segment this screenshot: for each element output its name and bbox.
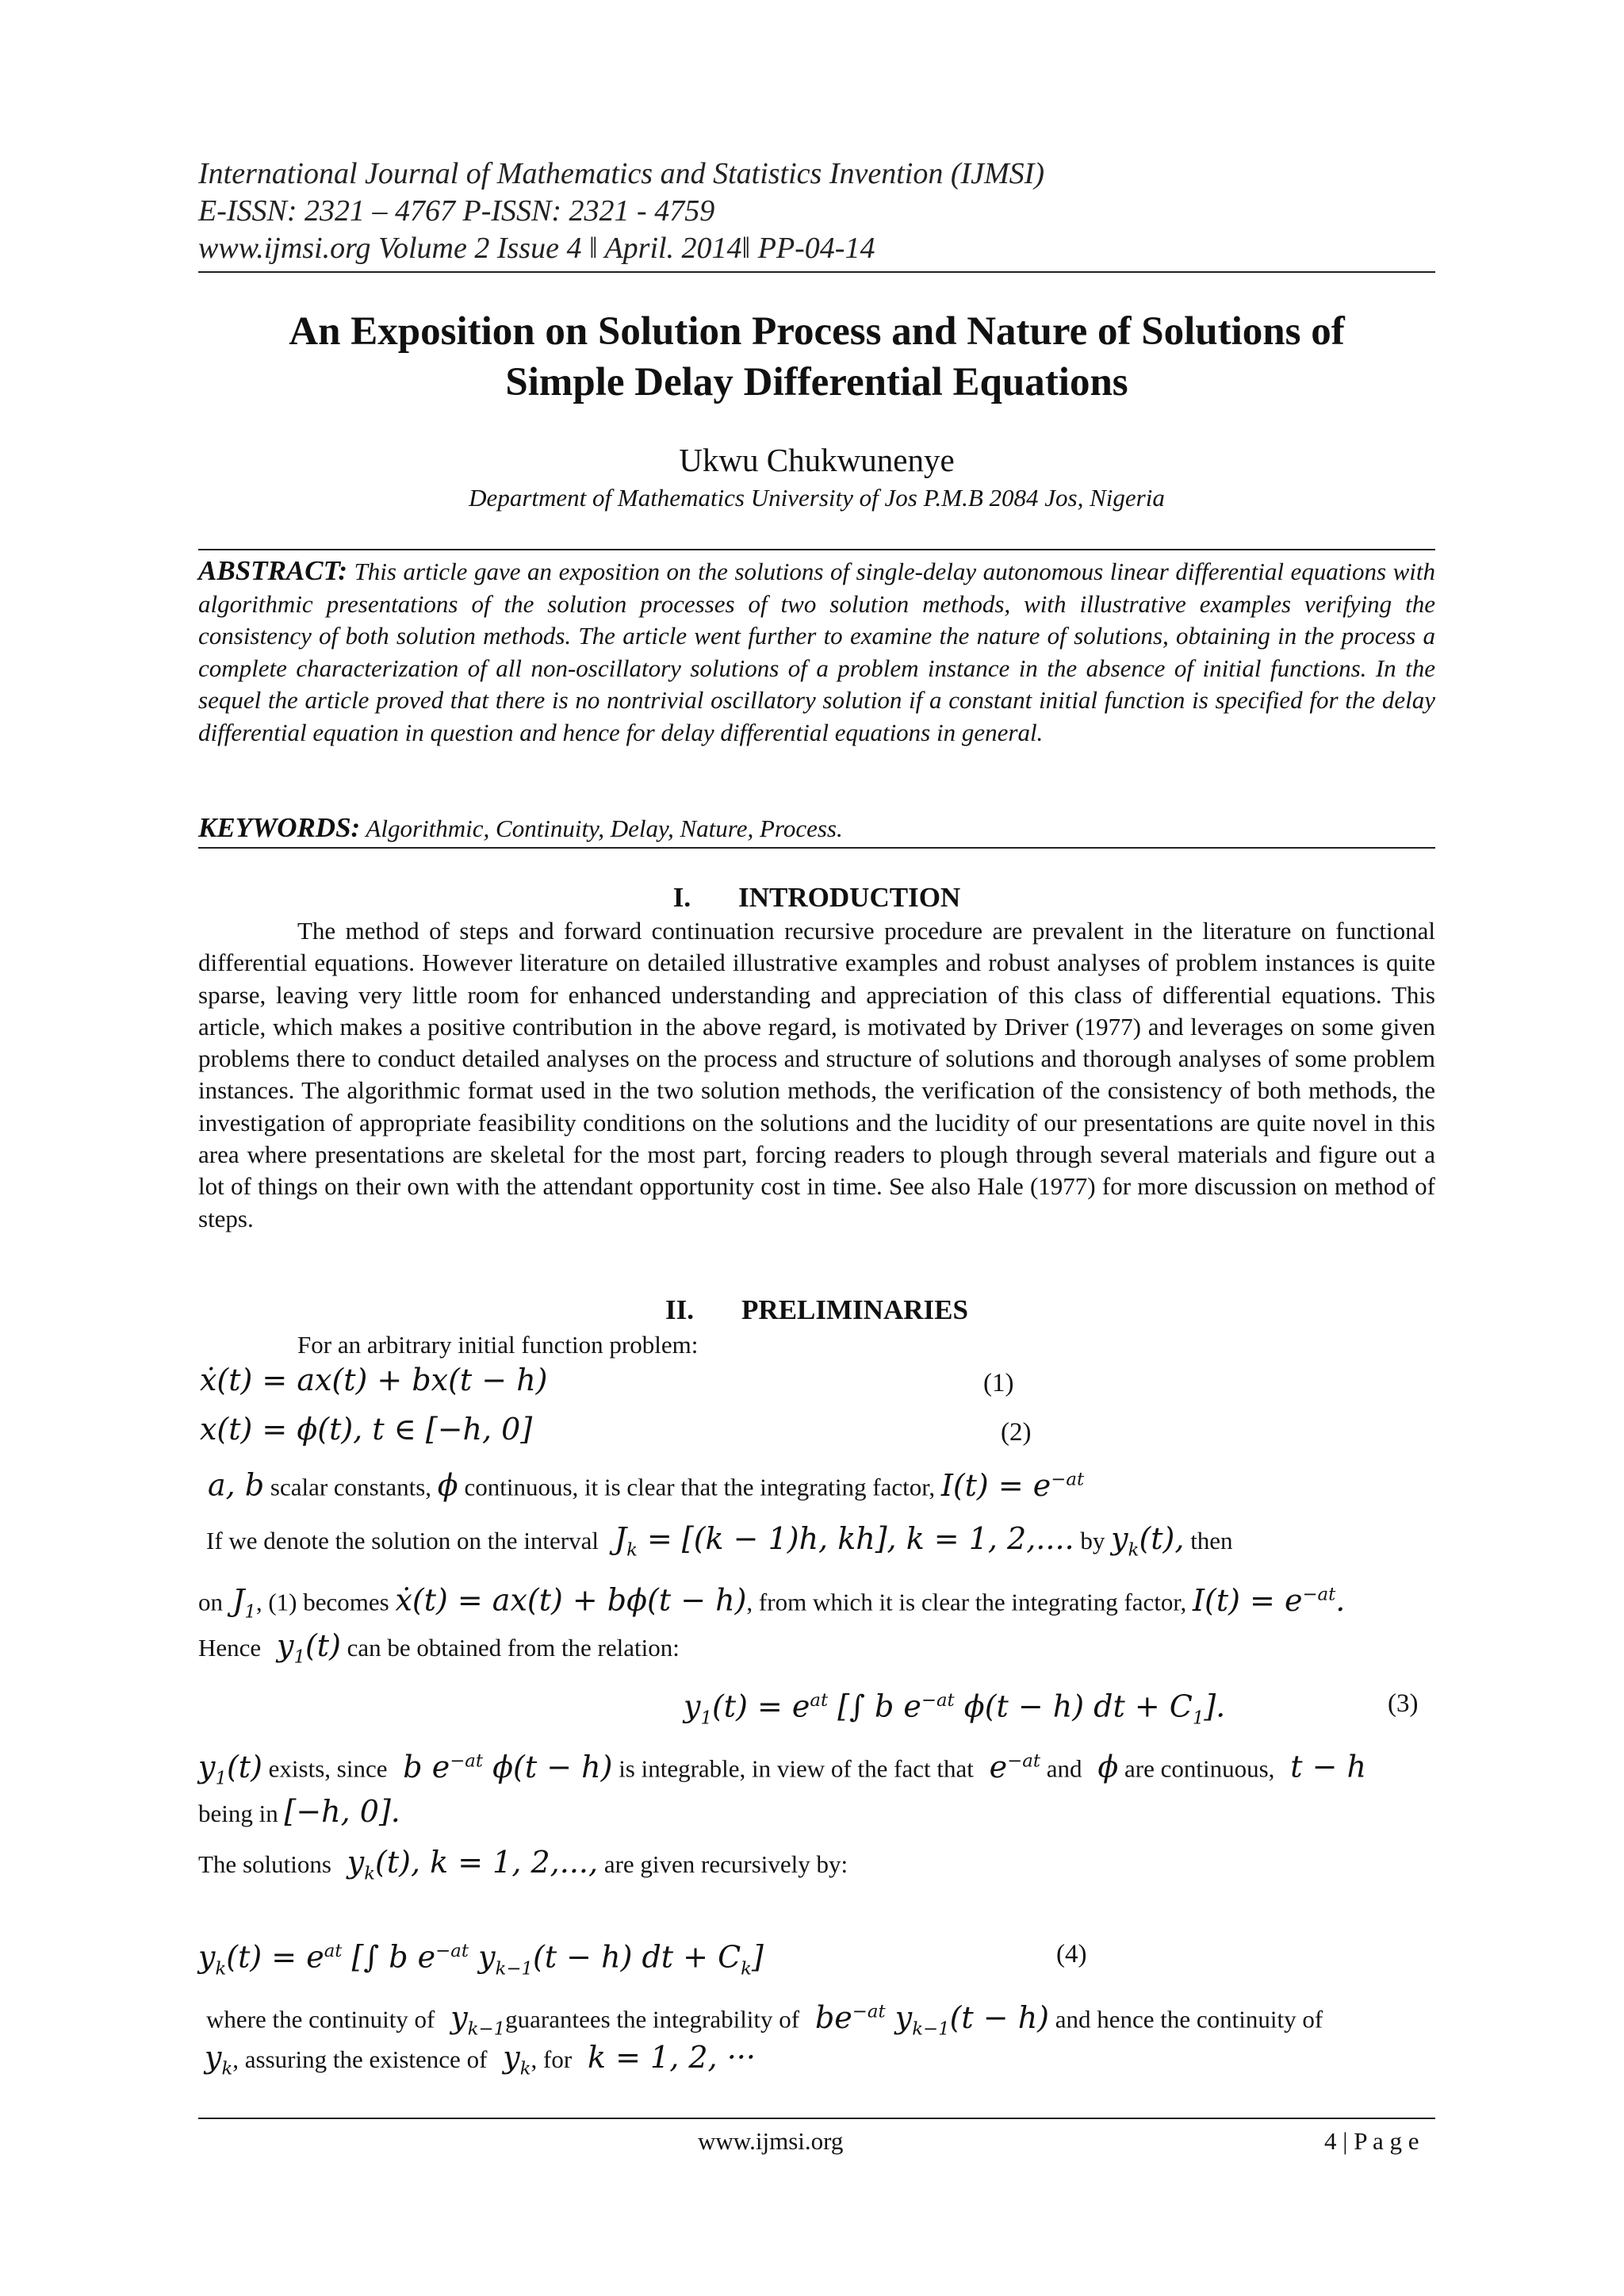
text-becomes: , (1) becomes	[255, 1588, 389, 1616]
section-number: II.	[665, 1294, 695, 1325]
text-hence: Hence	[198, 1634, 262, 1662]
title-line-1: An Exposition on Solution Process and Nature of Solutions of	[289, 309, 1345, 354]
being-in-line: being in [−h, 0].	[198, 1794, 400, 1829]
journal-name: International Journal of Mathematics and Statistics Invention (IJMSI)	[198, 157, 1044, 190]
text-integrating-factor: it is clear that the integrating factor,	[584, 1473, 936, 1501]
text-recursively: are given recursively by:	[603, 1850, 848, 1878]
section-number: I.	[672, 882, 691, 913]
keywords-rule	[198, 847, 1435, 849]
equation-3-number: (3)	[1388, 1689, 1419, 1718]
equation-4: $y_k(t) = e^{at}$ [∫ b $e^{-at}$ $y_{k-1}(t - h)$ dt + $C_k$]	[198, 1939, 764, 1980]
footer-page-number: 4 | P a g e	[1324, 2127, 1419, 2155]
abstract-top-rule	[198, 549, 1435, 550]
text-obtained: can be obtained from the relation:	[347, 1634, 680, 1662]
text-on: on	[198, 1588, 223, 1616]
equation-2: x(t) = ϕ(t), t ∈ [−h, 0]	[200, 1412, 533, 1447]
title-line-2: Simple Delay Differential Equations	[505, 360, 1128, 404]
text-assuring: , assuring the existence of	[232, 2045, 488, 2073]
exists-line: $y_1(t)$ exists, since b $e^{-at}$ ϕ(t − h) is integrable, in view of the fact that $e^{-at}$ and ϕ are continuous, t − h	[198, 1749, 1366, 1789]
footer-rule	[198, 2118, 1435, 2119]
text-denote: If we denote the solution on the interval	[206, 1527, 599, 1554]
text-solutions: The solutions	[198, 1850, 331, 1878]
footer-site: www.ijmsi.org	[698, 2127, 844, 2155]
equation-1: ẋ(t) = ax(t) + bx(t − h)	[200, 1363, 548, 1397]
equation-1-number: (1)	[983, 1369, 1014, 1397]
keywords-text: Algorithmic, Continuity, Delay, Nature, Process.	[366, 815, 843, 842]
introduction-paragraph: The method of steps and forward continuation recursive procedure are prevalent in the literature on functional differential equations. However literature on detailed illustrative examples and robust analyses of problem instances is quite sparse, leaving very little room for enhanced understanding and appreciation of this class of differential equations. This article, which makes a positive contribution in the above regard, is motivated by Driver (1977) and leverages on some given problems there to conduct detailed analyses on the process and structure of solutions and thorough analyses of some problem instances. The algorithmic format used in the two solution methods, the verification of the consistency of both methods, the investigation of appropriate feasibility conditions on the solutions and the lucidity of our presentations are quite novel in this area where presentations are skeletal for the most part, forcing readers to plough through several materials and figure out a lot of things on their own with the attendant opportunity cost in time. See also Hale (1977) for more discussion on method of steps.	[198, 917, 1435, 1232]
section-heading-preliminaries	[198, 1294, 1435, 1326]
header-rule	[198, 271, 1435, 273]
paper-title	[198, 306, 1435, 408]
keywords	[198, 812, 1435, 845]
text-for: , for	[530, 2045, 573, 2073]
section-heading-introduction	[198, 882, 1435, 914]
paper-page	[198, 0, 1435, 2296]
equation-3: $y_1(t) = e^{at}$ [∫ b $e^{-at}$ ϕ(t − h) dt + $C_1$].	[684, 1688, 1226, 1729]
author-affiliation: Department of Mathematics University of Jos P.M.B 2084 Jos, Nigeria	[469, 484, 1165, 512]
text-where: where the continuity of	[206, 2005, 435, 2033]
text-integrable: is integrable, in view of the fact that	[619, 1754, 974, 1783]
text-being-in: being in	[198, 1800, 278, 1827]
interval-line: If we denote the solution on the interval $J_k = [(k - 1)h$, kh], k = 1, 2,.... by $y_k(t)$, then	[206, 1521, 1233, 1561]
text-then: then	[1190, 1527, 1233, 1554]
becomes-line: on $J_1$, (1) becomes ẋ(t) = ax(t) + bϕ(t − h), from which it is clear the integrating factor, $I(t) = e^{-at}$.	[198, 1582, 1346, 1623]
preliminaries-intro: For an arbitrary initial function problem:	[297, 1331, 699, 1359]
author-name: Ukwu Chukwunenye	[679, 442, 955, 478]
scalar-constants-line: a, b scalar constants, ϕ continuous, it is clear that the integrating factor, $I(t) = e^{-at}$	[208, 1467, 1085, 1503]
continuity-line: where the continuity of $y_{k-1}guarantees$ the integrability of $be^{-at}$ $y_{k-1}(t - h)$ and hence the continuity of	[206, 1999, 1323, 2040]
hence-line: Hence $y_1(t)$ can be obtained from the relation:	[198, 1628, 680, 1668]
abstract-text: This article gave an exposition on the solutions of single-delay autonomous linear differential equations with algorithmic presentations of the solution processes of two solution methods, with illustrative examples verifying the consistency of both solution methods. The article went further to examine the nature of solutions, obtaining in the process a complete characterization of all non-oscillatory solutions of a problem instance in the absence of initial functions. In the sequel the article proved that there is no nontrivial oscillatory solution if a constant initial function is specified for the delay differential equation in question and hence for delay differential equations in general.	[198, 558, 1436, 746]
assuring-line: $y_k$, assuring the existence of $y_k$, for k = 1, 2, ···	[205, 2040, 756, 2079]
text-hence-continuity: and hence the continuity of	[1055, 2005, 1323, 2033]
journal-issn: E-ISSN: 2321 – 4767 P-ISSN: 2321 - 4759	[198, 194, 715, 228]
text-and: and	[1046, 1754, 1082, 1783]
journal-header	[198, 155, 1435, 267]
text-scalar: scalar constants,	[270, 1473, 432, 1501]
text-guarantees: guarantees the integrability of	[505, 2005, 800, 2033]
abstract-label: ABSTRACT:	[198, 555, 348, 586]
text-from-which: , from which it is clear the integrating factor,	[746, 1588, 1187, 1616]
abstract	[198, 555, 1435, 749]
equation-2-number: (2)	[1001, 1418, 1032, 1447]
keywords-label: KEYWORDS:	[198, 812, 361, 843]
equation-4-number: (4)	[1056, 1940, 1087, 1968]
solutions-line: The solutions $y_k(t)$, k = 1, 2,..., are given recursively by:	[198, 1845, 848, 1884]
text-continuous: continuous,	[464, 1473, 579, 1501]
text-by: by	[1080, 1527, 1105, 1554]
text-are-continuous: are continuous,	[1124, 1754, 1275, 1783]
text-exists: exists, since	[268, 1754, 388, 1783]
section-title: INTRODUCTION	[738, 882, 961, 913]
section-title: PRELIMINARIES	[741, 1294, 968, 1325]
journal-volume: www.ijmsi.org Volume 2 Issue 4 ǁ April. 2014ǁ PP-04-14	[198, 232, 875, 265]
